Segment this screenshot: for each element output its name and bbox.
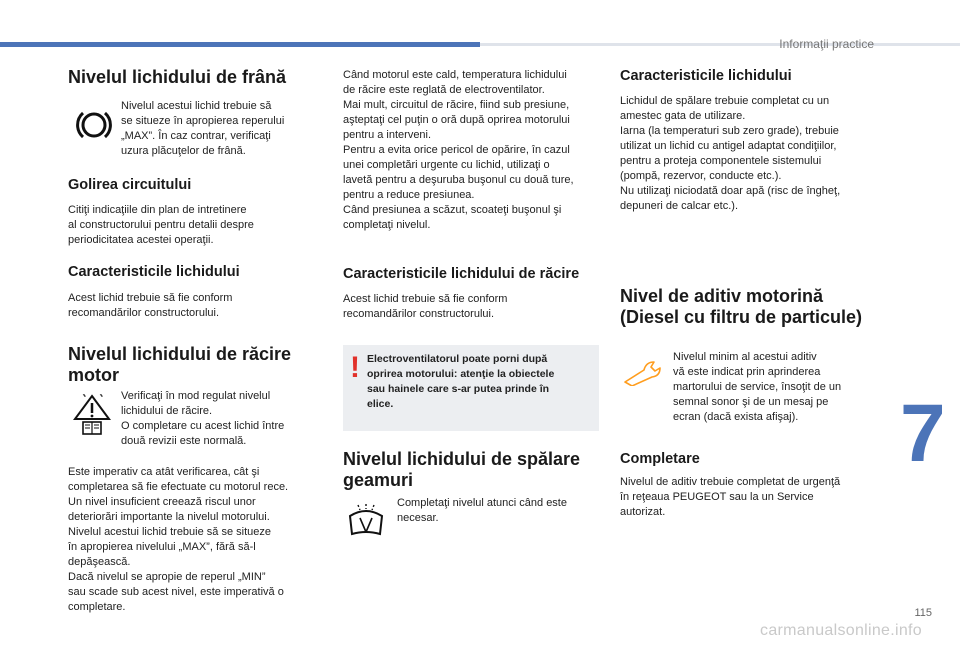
brake-fluid-text: Nivelul acestui lichid trebuie să se situeze în apropierea reperului „MAX”. În caz contrar, verificaţi uzura plăcuţelor de frână. bbox=[121, 100, 285, 157]
additive-icon-text: Nivelul minim al acestui aditiv vă este indicat prin aprinderea martorului de service, însoţit de un semnal sonor şi de un mesaj pe ecran (dacă exista afişaj). bbox=[673, 351, 842, 423]
coolant-spec-title: Caracteristicile lichidului de răcire bbox=[343, 266, 580, 282]
header-bar bbox=[0, 42, 480, 47]
washer-fluid-text: Lichidul de spălare trebuie completat cu un amestec gata de utilizare. Iarna (la temperaturi sub zero grade), trebuie utilizat un lichid cu antigel adaptat condiţiilor, pentru a proteja componentele sistemului (pompă, rezervor, conducte etc.). Nu utilizaţi niciodată doar apă (risc de îngheţ, depuneri de calcar etc.). bbox=[620, 95, 841, 212]
hot-engine-text: Când motorul este cald, temperatura lichidului de răcire este reglată de electroventilator. Mai mult, circuitul de răcire, fiind sub presiune, aşteptaţi cel puţin o oră după oprirea motorului pentru a interveni. Pentru a evita orice pericol de opărire, în cazul unei completări urgente cu lichid, utilizaţi o lavetă pentru a deşuruba buşonul cu două ture, pentru a reduce presiunea. Când presiunea a scăzut, scoateţi buşonul şi completaţi nivelul. bbox=[343, 69, 574, 231]
coolant-spec-text: Acest lichid trebuie să fie conform recomandărilor constructorului. bbox=[343, 293, 508, 320]
coolant-icon-text: Verificaţi în mod regulat nivelul lichidului de răcire. O completare cu acest lichid între două revizii este normală. bbox=[121, 390, 285, 447]
additive-title: Nivel de aditiv motorină (Diesel cu filtru de particule) bbox=[620, 286, 863, 327]
washer-text: Completaţi nivelul atunci când este necesar. bbox=[397, 497, 567, 524]
brake-warning-icon bbox=[76, 108, 112, 142]
washer-fluid-title: Caracteristicile lichidului bbox=[620, 68, 792, 84]
page-number: 115 bbox=[914, 607, 932, 619]
drain-text: Citiţi indicaţiile din plan de intretinere al constructorului pentru detalii despre periodicitatea acestei operaţii. bbox=[68, 204, 254, 246]
drain-title: Golirea circuitului bbox=[68, 177, 192, 193]
hot-warning-icon bbox=[72, 393, 112, 435]
chapter-number: 7 bbox=[900, 386, 960, 482]
section-label: Informaţii practice bbox=[779, 37, 874, 51]
topup-title: Completare bbox=[620, 451, 700, 467]
brake-fluid-title: Nivelul lichidului de frână bbox=[68, 67, 287, 87]
washer-icon bbox=[346, 502, 386, 538]
topup-text: Nivelul de aditiv trebuie completat de urgenţă în reţeaua PEUGEOT sau la un Service autorizat. bbox=[620, 476, 841, 518]
brake-fluid-spec-title: Caracteristicile lichidului bbox=[68, 264, 240, 280]
watermark: carmanualsonline.info bbox=[760, 622, 922, 639]
warning-box bbox=[343, 345, 599, 431]
warning-text: Electroventilatorul poate porni după oprirea motorului: atenţie la obiectele sau hainele care s-ar putea prinde în elice. bbox=[367, 353, 555, 410]
brake-fluid-spec-text: Acest lichid trebuie să fie conform recomandărilor constructorului. bbox=[68, 292, 233, 319]
service-wrench-icon bbox=[622, 358, 664, 386]
warning-icon: ! bbox=[350, 351, 360, 384]
coolant-text: Este imperativ ca atât verificarea, cât şi completarea să fie efectuate cu motorul rece. Un nivel insuficient creează riscul unor deteriorări importante la nivelul motorului. Nivelul acestui lichid trebuie să se situeze în apropierea nivelului „MAX”, fără să-l depăşească. Dacă nivelul se apropie de reperul „MIN” sau scade sub acest nivel, este imperativă o completare. bbox=[68, 466, 289, 613]
header-bar-light bbox=[480, 43, 960, 46]
washer-title: Nivelul lichidului de spălare geamuri bbox=[343, 449, 581, 490]
coolant-title: Nivelul lichidului de răcire motor bbox=[68, 344, 292, 385]
